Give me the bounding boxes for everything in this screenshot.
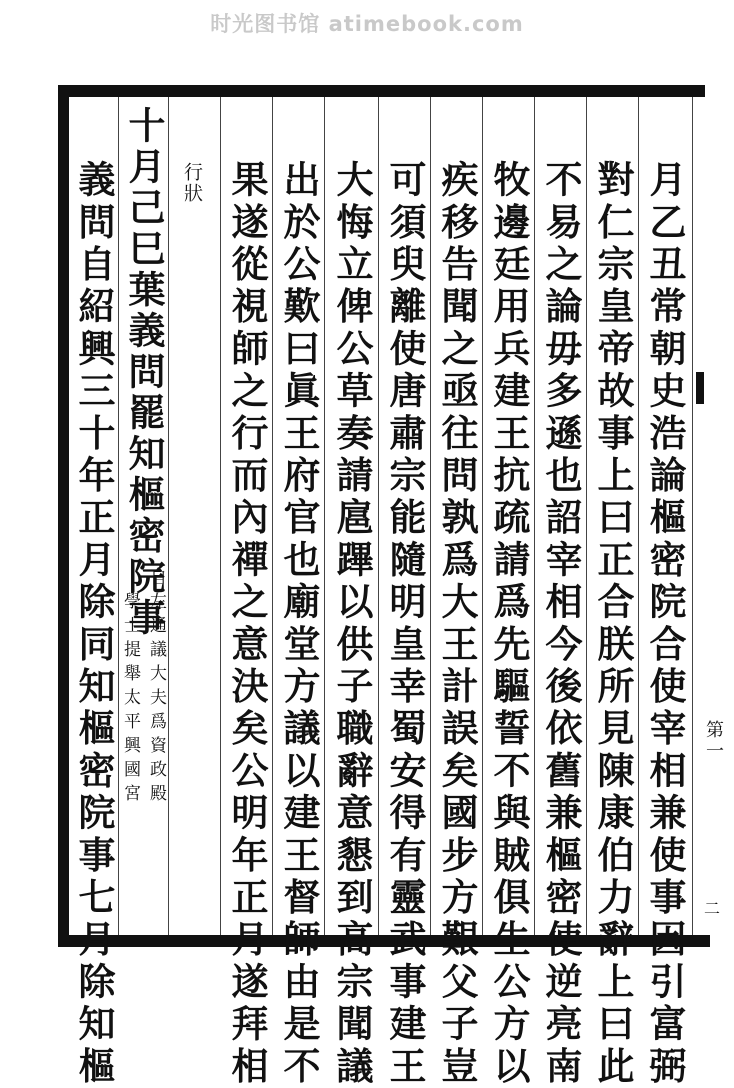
- margin-label: 第一: [703, 720, 724, 762]
- column-divider: [638, 97, 639, 935]
- text-column-last: 義問自紹興三十年正月除同知樞密院事七月除知樞: [72, 160, 116, 1088]
- column-divider: [586, 97, 587, 935]
- entry-note-right: 自左通議大夫爲資政殿: [146, 568, 166, 808]
- column-divider: [168, 97, 169, 935]
- margin-tab: [696, 372, 704, 404]
- section-label: 行狀: [181, 162, 203, 204]
- column-divider: [534, 97, 535, 935]
- column-divider: [272, 97, 273, 935]
- column-divider: [324, 97, 325, 935]
- column-divider: [118, 97, 119, 935]
- text-column-8: 出於公歎曰眞王府官也廟堂方議以建王督師由是不: [277, 160, 321, 1088]
- text-column-2: 對仁宗皇帝故事上曰正合朕所見陳康伯力辭上曰此: [591, 160, 635, 1088]
- entry-heading: 十月己巳葉義問罷知樞密院事: [122, 106, 166, 639]
- text-column-9: 果遂從視師之行而內禪之意決矣公明年正月遂拜相: [225, 160, 269, 1088]
- column-divider: [482, 97, 483, 935]
- text-column-7: 大悔立俾公草奏請扈蹕以供子職辭意懇到高宗聞議: [330, 160, 374, 1088]
- column-divider: [220, 97, 221, 935]
- text-column-5: 疾移告聞之亟往問孰爲大王計誤矣國步方艱父子豈: [435, 160, 479, 1088]
- text-column-6: 可須臾離使唐肅宗能隨明皇幸蜀安得有靈武事建王: [383, 160, 427, 1088]
- column-divider: [378, 97, 379, 935]
- column-divider: [692, 97, 693, 935]
- page-frame-top: [58, 85, 705, 97]
- text-column-3: 不易之論毋多遜也詔宰相今後依舊兼樞密使逆亮南: [539, 160, 583, 1088]
- page-frame-left: [58, 85, 69, 947]
- text-column-1: 月乙丑常朝史浩論樞密院合使宰相兼使事因引富弼: [643, 160, 687, 1088]
- column-divider: [430, 97, 431, 935]
- text-column-4: 牧邊廷用兵建王抗疏請爲先驅誓不與賊俱生公方以: [487, 160, 531, 1088]
- page-number: 二: [704, 899, 721, 918]
- entry-note-left: 學士提舉太平興國宮: [120, 592, 140, 808]
- watermark: 时光图书馆 atimebook.com: [210, 12, 524, 36]
